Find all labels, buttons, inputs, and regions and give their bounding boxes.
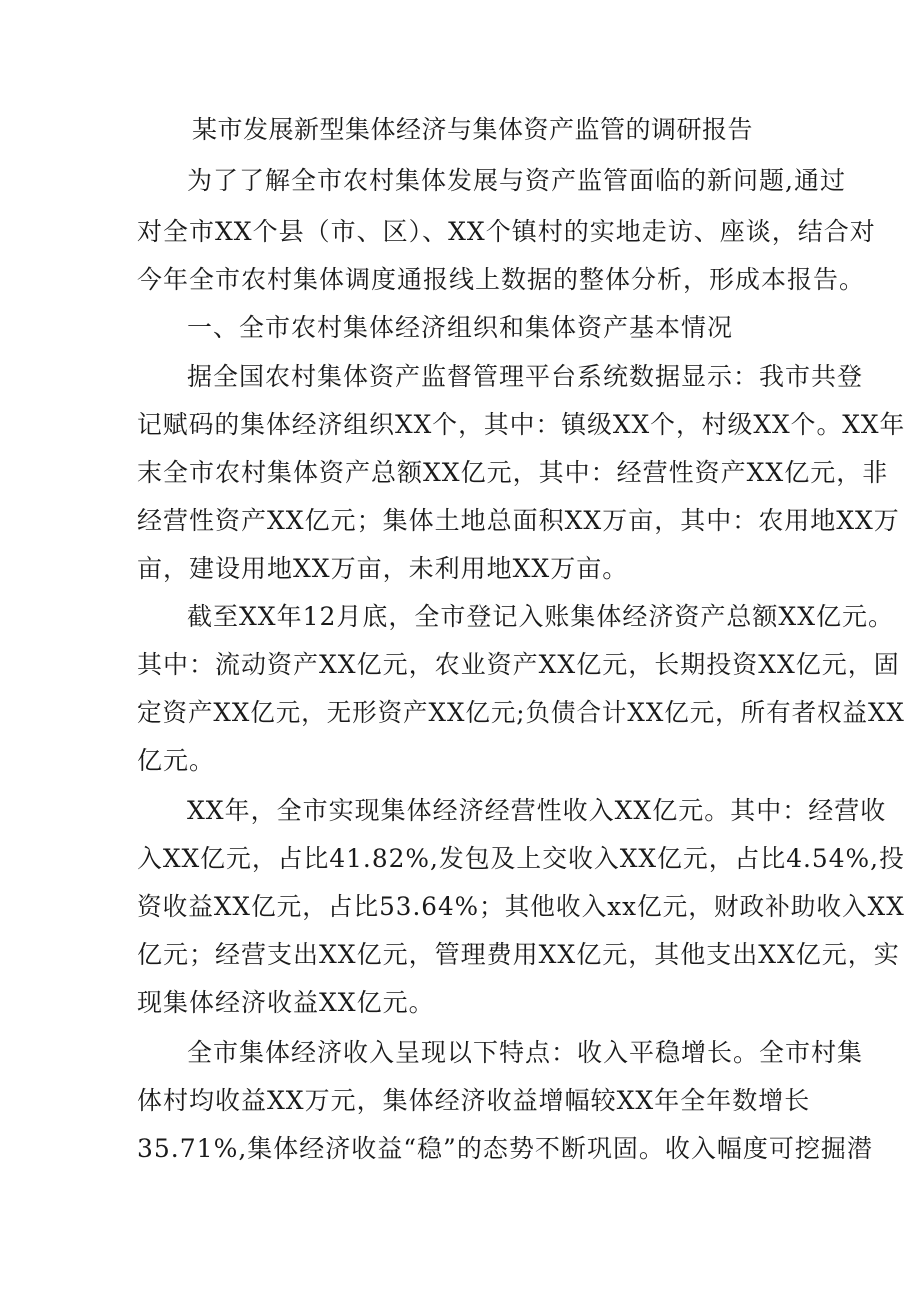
paragraph-line: 35.71%,集体经济收益“稳”的态势不断巩固。收入幅度可挖掘潜 [137, 1134, 873, 1163]
document-title: 某市发展新型集体经济与集体资产监管的调研报告 [192, 115, 754, 144]
paragraph-line: 入XX亿元，占比41.82%,发包及上交收入XX亿元，占比4.54%,投 [137, 844, 905, 873]
paragraph-line: 亿元；经营支出XX亿元，管理费用XX亿元，其他支出XX亿元，实 [137, 940, 900, 969]
paragraph-line: 记赋码的集体经济组织XX个，其中：镇级XX个，村级XX个。XX年 [137, 410, 906, 439]
paragraph-line: 全市集体经济收入呈现以下特点：收入平稳增长。全市村集 [187, 1038, 864, 1067]
paragraph-line: 为了了解全市农村集体发展与资产监管面临的新问题,通过 [187, 166, 846, 195]
paragraph-line: 亿元。 [137, 746, 216, 775]
paragraph-line: 截至XX年12月底，全市登记入账集体经济资产总额XX亿元。 [187, 602, 895, 631]
paragraph-line: 亩，建设用地XX万亩，未利用地XX万亩。 [137, 554, 629, 583]
paragraph-line: 定资产XX亿元，无形资产XX亿元;负债合计XX亿元，所有者权益XX [137, 698, 905, 727]
paragraph-line: 现集体经济收益XX亿元。 [137, 988, 435, 1017]
paragraph-line: 体村均收益XX万元，集体经济收益增幅较XX年全年数增长 [137, 1086, 811, 1115]
paragraph-line: 经营性资产XX亿元；集体土地总面积XX万亩，其中：农用地XX万 [137, 506, 900, 535]
paragraph-line: 据全国农村集体资产监督管理平台系统数据显示：我市共登 [187, 362, 864, 391]
paragraph-line: 末全市农村集体资产总额XX亿元，其中：经营性资产XX亿元，非 [137, 458, 889, 487]
paragraph-line: 对全市XX个县（市、区）、XX个镇村的实地走访、座谈，结合对 [137, 217, 876, 246]
paragraph-line: 今年全市农村集体调度通报线上数据的整体分析，形成本报告。 [137, 265, 866, 294]
paragraph-line: XX年，全市实现集体经济经营性收入XX亿元。其中：经营收 [187, 796, 887, 825]
section-heading: 一、全市农村集体经济组织和集体资产基本情况 [187, 313, 734, 342]
paragraph-line: 其中：流动资产XX亿元，农业资产XX亿元，长期投资XX亿元，固 [137, 650, 900, 679]
paragraph-line: 资收益XX亿元，占比53.64%；其他收入xx亿元，财政补助收入XX [137, 892, 905, 921]
